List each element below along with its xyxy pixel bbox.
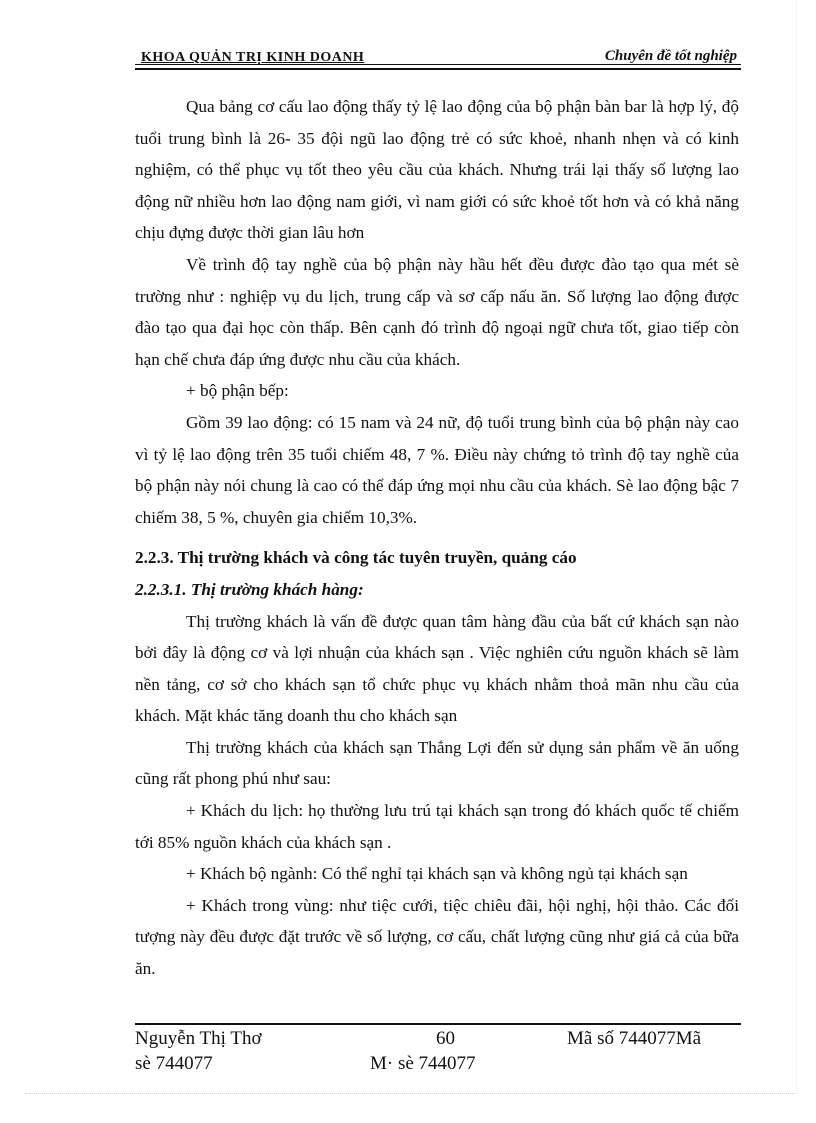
footer-code: Mã số 744077Mã — [567, 1028, 702, 1049]
footer-rule — [135, 1023, 741, 1025]
page-header — [135, 48, 741, 70]
paragraph: Về trình độ tay nghề của bộ phận này hầu hết đều được đào tạo qua mét sè trường như : nghiệp vụ du lịch, trung cấp và sơ cấp nấu ăn. Số lượng lao động được đào tạo qua đại học còn thấp. Bên cạnh đó trình độ ngoại ngữ chưa tốt, giao tiếp còn hạn chế chưa đáp ứng được nhu cầu của khách. — [135, 254, 739, 369]
subsection-heading: 2.2.3.1. Thị trường khách hàng: — [135, 579, 364, 599]
header-rule — [135, 64, 741, 65]
paragraph: + Khách trong vùng: như tiệc cưới, tiệc chiêu đãi, hội nghị, hội thảo. Các đối tượng này đều được đặt trước về số lượng, cơ cấu, chất lượng cũng như giá cả của bữa ăn. — [135, 895, 739, 979]
header-faculty: KHOA QUẢN TRỊ KINH DOANH — [141, 50, 365, 65]
page-border-bottom — [25, 1093, 795, 1094]
paragraph: + Khách du lịch: họ thường lưu trú tại khách sạn trong đó khách quốc tế chiếm tới 85% nguồn khách của khách sạn . — [135, 801, 739, 852]
header-title: Chuyên đề tốt nghiệp — [604, 48, 737, 64]
paragraph: + bộ phận bếp: — [186, 381, 289, 401]
paragraph: Thị trường khách là vấn đề được quan tâm hàng đầu của bất cứ khách sạn nào bởi đây là động cơ và lợi nhuận của khách sạn . Việc nghiên cứu nguồn khách sẽ làm nền tảng, cơ sở cho khách sạn tổ chức phục vụ khách nhằm thoả mãn nhu cầu của khách. Mặt khác tăng doanh thu cho khách sạn — [135, 611, 739, 726]
section-heading: 2.2.3. Thị trường khách và công tác tuyên truyền, quảng cáo — [135, 548, 577, 568]
page-body — [135, 91, 739, 985]
spacer — [135, 533, 739, 542]
paragraph: Qua bảng cơ cấu lao động thấy tỷ lệ lao động của bộ phận bàn bar là hợp lý, độ tuổi trung bình là 26- 35 đội ngũ lao động trẻ có sức khoẻ, nhanh nhẹn và có kinh nghiệm, có thể phục vụ tốt theo yêu cầu của khách. Nhưng trái lại thấy số lượng lao động nữ nhiều hơn lao động nam giới, vì nam giới có sức khoẻ tốt hơn và có khả năng chịu đựng được thời gian lâu hơn — [135, 97, 739, 243]
footer-author: Nguyễn Thị Thơ — [135, 1028, 262, 1049]
footer-author-line2: sè 744077 — [135, 1053, 213, 1074]
page-number: 60 — [436, 1028, 455, 1049]
page-border-right — [796, 0, 797, 1093]
paragraph: Thị trường khách của khách sạn Thắng Lợi đến sử dụng sản phẩm về ăn uống cũng rất phong phú như sau: — [135, 737, 739, 789]
paragraph: Gồm 39 lao động: có 15 nam và 24 nữ, độ tuổi trung bình của bộ phận này cao vì tỷ lệ lao động trên 35 tuổi chiếm 48, 7 %. Điều này chứng tỏ trình độ tay nghề của bộ phận này nói chung là cao có thể đáp ứng mọi nhu cầu của khách. Sè lao động bậc 7 chiếm 38, 5 %, chuyên gia chiếm 10,3%. — [135, 412, 739, 527]
paragraph: + Khách bộ ngành: Có thể nghỉ tại khách sạn và không ngủ tại khách sạn — [186, 864, 688, 884]
footer-code-line2: M· sè 744077 — [370, 1053, 476, 1074]
